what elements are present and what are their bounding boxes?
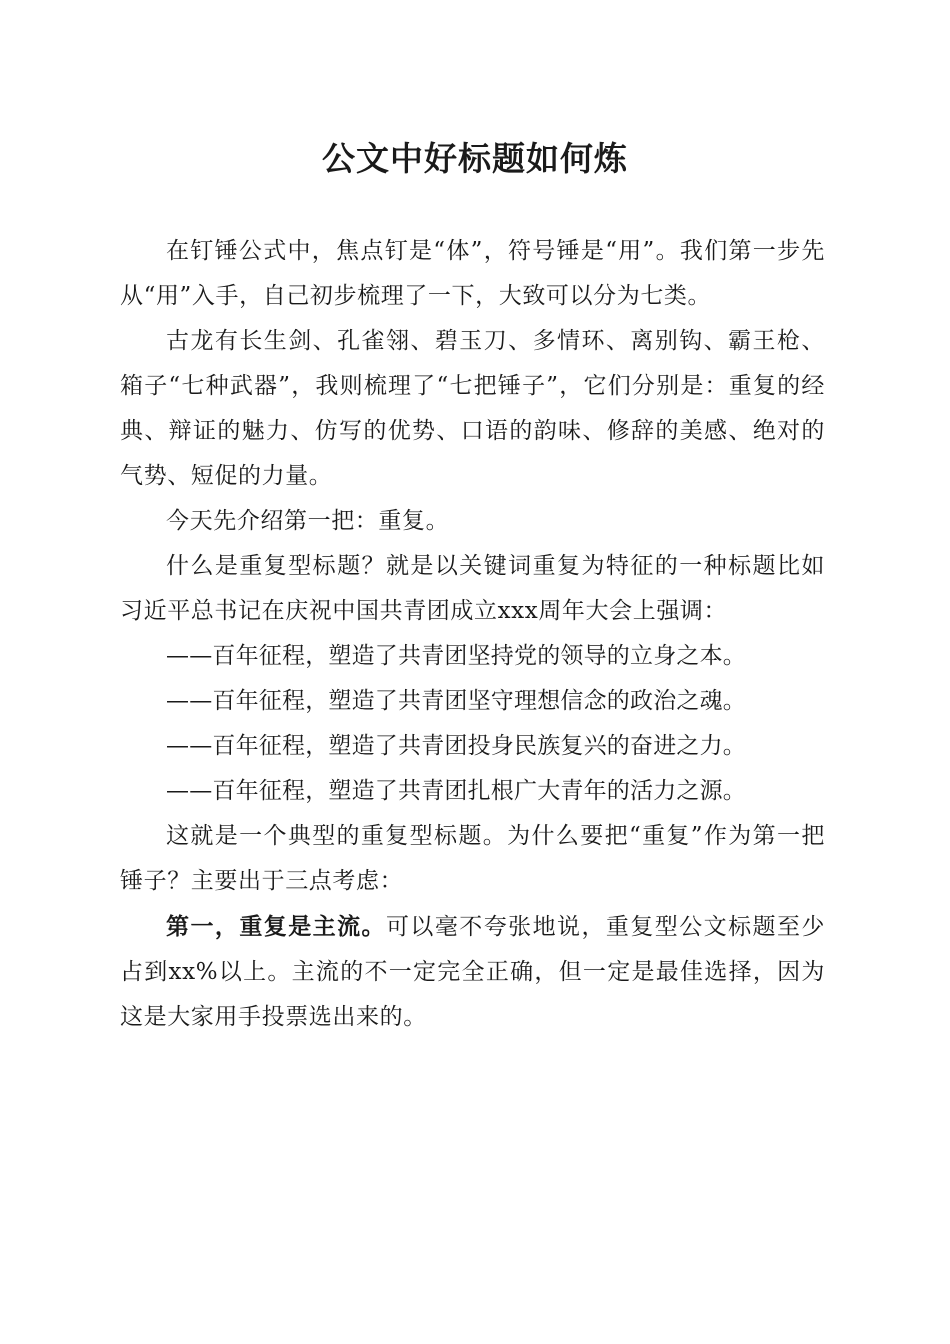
first-reason-lead: 第一，重复是主流。 — [166, 913, 386, 940]
dash-line-4: ——百年征程，塑造了共青团扎根广大青年的活力之源。 — [166, 778, 746, 804]
dash-line-3: ——百年征程，塑造了共青团投身民族复兴的奋进之力。 — [166, 733, 746, 759]
paragraph-seven-hammers: 古龙有长生剑、孔雀翎、碧玉刀、多情环、离别钩、霸王枪、箱子“七种武器”，我则梳理了“七把锤子”，它们分别是：重复的经典、辩证的魅力、仿写的优势、口语的韵味、修辞的美感、绝对的气势、短促的力量。 — [120, 328, 825, 489]
dash-line-1: ——百年征程，塑造了共青团坚持党的领导的立身之本。 — [166, 643, 746, 669]
paragraph-first-reason — [120, 904, 825, 1040]
paragraph-repetition-definition: 什么是重复型标题？就是以关键词重复为特征的一种标题比如习近平总书记在庆祝中国共青团成立xxx周年大会上强调： — [120, 553, 825, 624]
first-reason-text: 可以毫不夸张地说，重复型公文标题至少占到xx%以上。主流的不一定完全正确，但一定是最佳选择，因为这是大家用手投票选出来的。 — [120, 914, 825, 1030]
paragraph-typical-example: 这就是一个典型的重复型标题。为什么要把“重复”作为第一把锤子？主要出于三点考虑： — [120, 823, 825, 894]
document-body — [120, 229, 825, 1040]
document-title: 公文中好标题如何炼 — [322, 139, 628, 178]
dash-line-2: ——百年征程，塑造了共青团坚守理想信念的政治之魂。 — [166, 688, 746, 714]
paragraph-intro: 在钉锤公式中，焦点钉是“体”，符号锤是“用”。我们第一步先从“用”入手，自己初步梳理了一下，大致可以分为七类。 — [120, 238, 825, 309]
paragraph-first-hammer: 今天先介绍第一把：重复。 — [166, 508, 450, 534]
